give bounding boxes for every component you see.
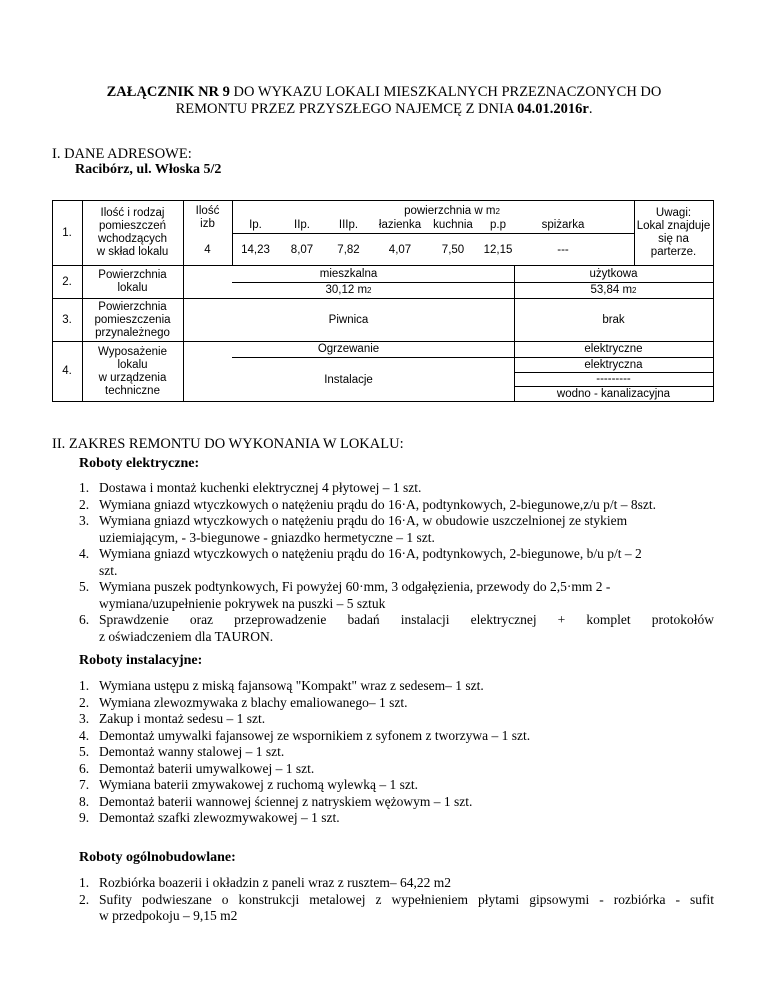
unit-sup: 2 <box>632 286 637 295</box>
item-text: Wymiana gniazd wtyczkowych o natężeniu prądu do 16·A, podtynkowych, 2-biegunowe,z/u p/t – 8szt. <box>99 496 657 512</box>
section1-heading: I. DANE ADRESOWE: <box>52 146 192 162</box>
item-text: szt. <box>99 562 118 578</box>
usable-area-value <box>514 283 713 298</box>
address: Racibórz, ul. Włoska 5/2 <box>75 162 222 177</box>
list-item: 4. Demontaż umywalki fajansowej ze wspornikiem z syfonem z tworzywa – 1 szt. <box>79 727 531 743</box>
item-text: wymiana/uzupełnienie pokrywek na puszki – 5 sztuk <box>99 595 386 611</box>
equipment-value: elektryczna <box>584 358 643 371</box>
list-item: 1. Dostawa i montaż kuchenki elektrycznej 4 płytowej – 1 szt. <box>79 480 422 495</box>
column-value: 7,50 <box>441 243 465 256</box>
column-value: 4,07 <box>388 243 412 256</box>
area-header-text: powierzchnia w m <box>404 204 496 217</box>
title-end: . <box>588 101 593 117</box>
label-line: w skład lokalu <box>96 246 169 258</box>
item-text: Zakup i montaż sedesu – 1 szt. <box>99 711 266 726</box>
item-text: Wymiana gniazd wtyczkowych o natężeniu prądu do 16·A, podtynkowych, 2-biegunowe, b/u p/t – 2 <box>99 546 642 561</box>
general-list <box>79 875 714 925</box>
equipment-value: wodno - kanalizacyjna <box>556 387 671 400</box>
column-header: Ip. <box>249 218 262 231</box>
electrical-list <box>79 480 714 645</box>
installation-list <box>79 678 714 827</box>
title-date: 04.01.2016r <box>517 101 589 117</box>
remarks-text: się na parterze. <box>650 233 697 258</box>
label-line: Powierzchnia <box>98 269 167 281</box>
label-line: pomieszczenia <box>94 313 171 326</box>
label-line: wchodzących <box>97 233 168 245</box>
heating-label: Ogrzewanie <box>317 343 380 355</box>
basement-label: Piwnica <box>328 313 369 326</box>
title-part: DO WYKAZU LOKALI MIESZKALNYCH PRZEZNACZONYCH DO <box>229 84 662 100</box>
item-text: Wymiana baterii zmywakowej z ruchomą wylewką – 1 szt. <box>99 777 418 792</box>
section2-heading: II. ZAKRES REMONTU DO WYKONANIA W LOKALU: <box>52 436 404 452</box>
column-header: kuchnia <box>433 218 473 231</box>
item-text: Demontaż wanny stalowej – 1 szt. <box>99 744 285 759</box>
rooms-count-value: 4 <box>204 243 211 256</box>
column-value: 8,07 <box>290 243 314 256</box>
column-header: łazienka <box>378 218 422 231</box>
basement-value: brak <box>602 313 625 326</box>
column-value: 7,82 <box>337 243 360 256</box>
list-item: 7. Wymiana baterii zmywakowej z ruchomą wylewką – 1 szt. <box>79 777 418 792</box>
living-area-label: mieszkalna <box>319 267 378 280</box>
column-header: spiżarka <box>541 218 585 231</box>
data-table <box>52 200 714 402</box>
installation-title: Roboty instalacyjne: <box>79 653 203 668</box>
document-title <box>40 84 728 118</box>
installations-label: Instalacje <box>324 373 373 386</box>
label-line: izb <box>200 218 215 230</box>
rooms-count-label <box>183 204 232 232</box>
column-header: p.p <box>490 218 506 231</box>
row2-label <box>82 265 183 299</box>
column-header: IIIp. <box>338 218 359 231</box>
list-item: 5. Demontaż wanny stalowej – 1 szt. <box>79 744 285 759</box>
remarks-text: Lokal znajduje <box>636 220 711 232</box>
item-text: Demontaż baterii umywalkowej – 1 szt. <box>99 760 315 776</box>
label-line: pomieszczeń <box>98 220 167 232</box>
column-value: --- <box>557 243 569 256</box>
item-text: Sufity podwieszane o konstrukcji metalowej z wypełnieniem płytami gipsowymi - rozbiórka - sufit <box>99 891 714 907</box>
usable-area-number: 53,84 m <box>590 284 633 296</box>
label-line: w urządzenia <box>98 371 167 384</box>
label-line: Ilość i rodzaj <box>100 207 165 219</box>
equipment-value: --------- <box>596 373 631 385</box>
label-line: Ilość <box>195 205 220 217</box>
column-value: 14,23 <box>241 243 270 256</box>
equipment-value: elektryczne <box>584 343 643 355</box>
label-line: Wyposażenie <box>98 345 167 358</box>
list-item: 2. Sufity podwieszane o konstrukcji metalowej z wypełnieniem płytami gipsowymi - rozbiórka - sufit w przedpokoju – 9,15 m2 <box>79 891 714 923</box>
item-text: Wymiana zlewozmywaka z blachy emaliowanego– 1 szt. <box>99 694 408 710</box>
item-text: w przedpokoju – 9,15 m2 <box>99 908 238 923</box>
list-item: 2. Wymiana zlewozmywaka z blachy emaliowanego– 1 szt. <box>79 694 408 710</box>
area-header <box>332 204 572 218</box>
item-text: uziemiającym, - 3-biegunowe - gniazdko hermetyczne – 1 szt. <box>99 529 435 545</box>
list-item: 3. Zakup i montaż sedesu – 1 szt. <box>79 711 266 726</box>
item-text: Demontaż umywalki fajansowej ze wspornikiem z syfonem z tworzywa – 1 szt. <box>99 727 531 743</box>
list-item: 1. Rozbiórka boazerii i okładzin z paneli wraz z rusztem– 64,22 m2 <box>79 875 452 890</box>
row1-label <box>82 200 183 266</box>
list-item: 1. Wymiana ustępu z miską fajansową "Kompakt" wraz z sedesem– 1 szt. <box>79 678 484 693</box>
item-text: Wymiana ustępu z miską fajansową "Kompakt" wraz z sedesem– 1 szt. <box>99 678 484 693</box>
list-item: 8. Demontaż baterii wannowej ściennej z natryskiem wężowym – 1 szt. <box>79 793 473 809</box>
usable-area-label: użytkowa <box>589 267 638 280</box>
list-item: 3. Wymiana gniazd wtyczkowych o natężeniu prądu do 16·A, w obudowie uszczelnionej ze stykiem uziemiającym, - 3-biegunowe - gniazdko hermetyczne – 1 szt. <box>79 513 628 545</box>
item-text: Demontaż szafki zlewozmywakowej – 1 szt. <box>99 810 340 825</box>
row-number: 4. <box>62 365 72 377</box>
label-line: lokalu <box>117 358 148 371</box>
item-text: Wymiana puszek podtynkowych, Fi powyżej 60·mm, 3 odgałęzienia, przewody do 2,5·mm 2 - <box>99 579 611 594</box>
item-text: Wymiana gniazd wtyczkowych o natężeniu prądu do 16·A, w obudowie uszczelnionej ze stykiem <box>99 513 628 528</box>
list-item: 4. Wymiana gniazd wtyczkowych o natężeniu prądu do 16·A, podtynkowych, 2-biegunowe, b/u p/t – 2 szt. <box>79 546 642 578</box>
unit-sup: 2 <box>367 286 372 295</box>
item-text: Rozbiórka boazerii i okładzin z paneli wraz z rusztem– 64,22 m2 <box>99 875 452 890</box>
area-sup: 2 <box>495 206 500 216</box>
remarks-label: Uwagi: <box>655 207 692 219</box>
living-area-number: 30,12 m <box>325 284 368 296</box>
title-bold: ZAŁĄCZNIK NR 9 <box>106 84 230 100</box>
row4-label <box>82 341 183 402</box>
item-text: Demontaż baterii wannowej ściennej z natryskiem wężowym – 1 szt. <box>99 793 473 809</box>
label-line: techniczne <box>105 384 160 397</box>
item-text: Sprawdzenie oraz przeprowadzenie badań instalacji elektrycznej + komplet protokołów <box>99 612 714 627</box>
label-line: Powierzchnia <box>98 300 167 313</box>
column-header: IIp. <box>294 218 310 231</box>
label-line: lokalu <box>117 282 148 294</box>
item-text: z oświadczeniem dla TAURON. <box>99 628 274 644</box>
label-line: przynależnego <box>95 326 170 339</box>
list-item: 6. Demontaż baterii umywalkowej – 1 szt. <box>79 760 315 776</box>
living-area-value <box>183 283 514 298</box>
title-line2: REMONTU PRZEZ PRZYSZŁEGO NAJEMCĘ Z DNIA <box>175 101 518 117</box>
general-title: Roboty ogólnobudowlane: <box>79 850 236 865</box>
list-item: 9. Demontaż szafki zlewozmywakowej – 1 szt. <box>79 810 340 825</box>
row-number: 3. <box>62 313 72 326</box>
list-item: 2. Wymiana gniazd wtyczkowych o natężeniu prądu do 16·A, podtynkowych, 2-biegunowe,z/u p/t – 8szt. <box>79 496 657 512</box>
row-number: 2. <box>62 275 72 288</box>
row3-label <box>82 298 183 342</box>
electrical-title: Roboty elektryczne: <box>79 456 200 471</box>
row-number: 1. <box>62 226 72 239</box>
column-value: 12,15 <box>483 243 513 256</box>
remarks <box>634 202 713 264</box>
list-item: 6. Sprawdzenie oraz przeprowadzenie badań instalacji elektrycznej + komplet protokołów z oświadczeniem dla TAURON. <box>79 612 714 644</box>
list-item: 5. Wymiana puszek podtynkowych, Fi powyżej 60·mm, 3 odgałęzienia, przewody do 2,5·mm 2 - wymiana/uzupełnienie pokrywek na puszki – 5 sztuk <box>79 579 611 611</box>
item-text: Dostawa i montaż kuchenki elektrycznej 4 płytowej – 1 szt. <box>99 480 422 495</box>
